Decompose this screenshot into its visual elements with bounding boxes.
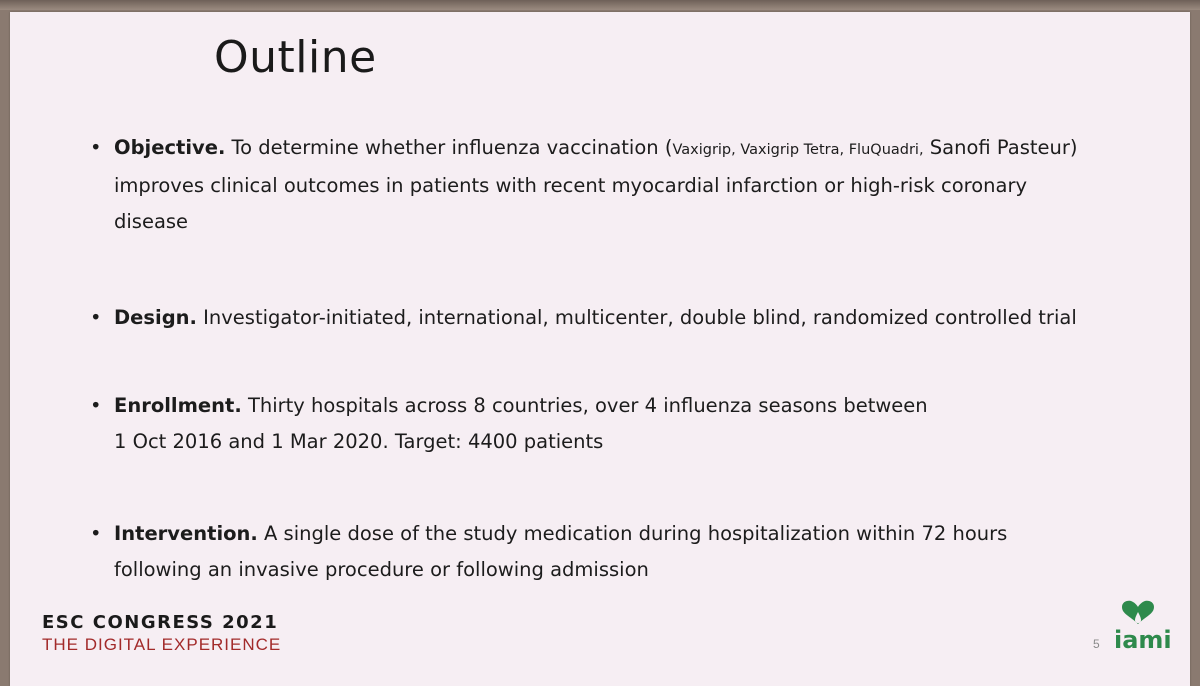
page-number: 5: [1093, 637, 1100, 651]
slide-title: Outline: [214, 32, 377, 83]
bullet-label: Objective.: [114, 136, 226, 159]
bullet-text: 1 Oct 2016 and 1 Mar 2020. Target: 4400 patients: [114, 430, 604, 453]
bullet-label: Intervention.: [114, 522, 258, 545]
bullet-objective: [90, 130, 1170, 240]
bullet-dot-icon: •: [90, 136, 102, 159]
bullet-text-small: Vaxigrip, Vaxigrip Tetra, FluQuadri,: [672, 142, 924, 158]
bullet-text: improves clinical outcomes in patients with recent myocardial infarction or high-risk coronary: [114, 174, 1028, 197]
bullet-text: following an invasive procedure or following admission: [114, 558, 649, 581]
bullet-text: disease: [114, 210, 189, 233]
bullet-intervention: [90, 516, 1170, 588]
congress-title: ESC CONGRESS 2021: [42, 612, 279, 633]
bullet-text: Sanofi Pasteur): [923, 136, 1078, 159]
logo-text: iami: [1114, 626, 1172, 654]
bullet-label: Enrollment.: [114, 394, 242, 417]
bullet-text: Investigator-initiated, international, multicenter, double blind, randomized controlled trial: [196, 306, 1077, 329]
bullet-design: [90, 300, 1170, 336]
bullet-label: Design.: [114, 306, 197, 329]
bullet-enrollment: [90, 388, 1170, 460]
bullet-dot-icon: •: [90, 522, 102, 545]
window-top-edge: [0, 0, 1200, 10]
bullet-text: A single dose of the study medication during hospitalization within 72 hours: [257, 522, 1008, 545]
bullet-dot-icon: •: [90, 306, 102, 329]
bullet-dot-icon: •: [90, 394, 102, 417]
bullet-text: To determine whether influenza vaccination (: [225, 136, 673, 159]
congress-subtitle: THE DIGITAL EXPERIENCE: [42, 635, 282, 654]
slide: [10, 12, 1190, 686]
bullet-text: Thirty hospitals across 8 countries, over 4 influenza seasons between: [241, 394, 928, 417]
footer-branding: [42, 612, 281, 655]
